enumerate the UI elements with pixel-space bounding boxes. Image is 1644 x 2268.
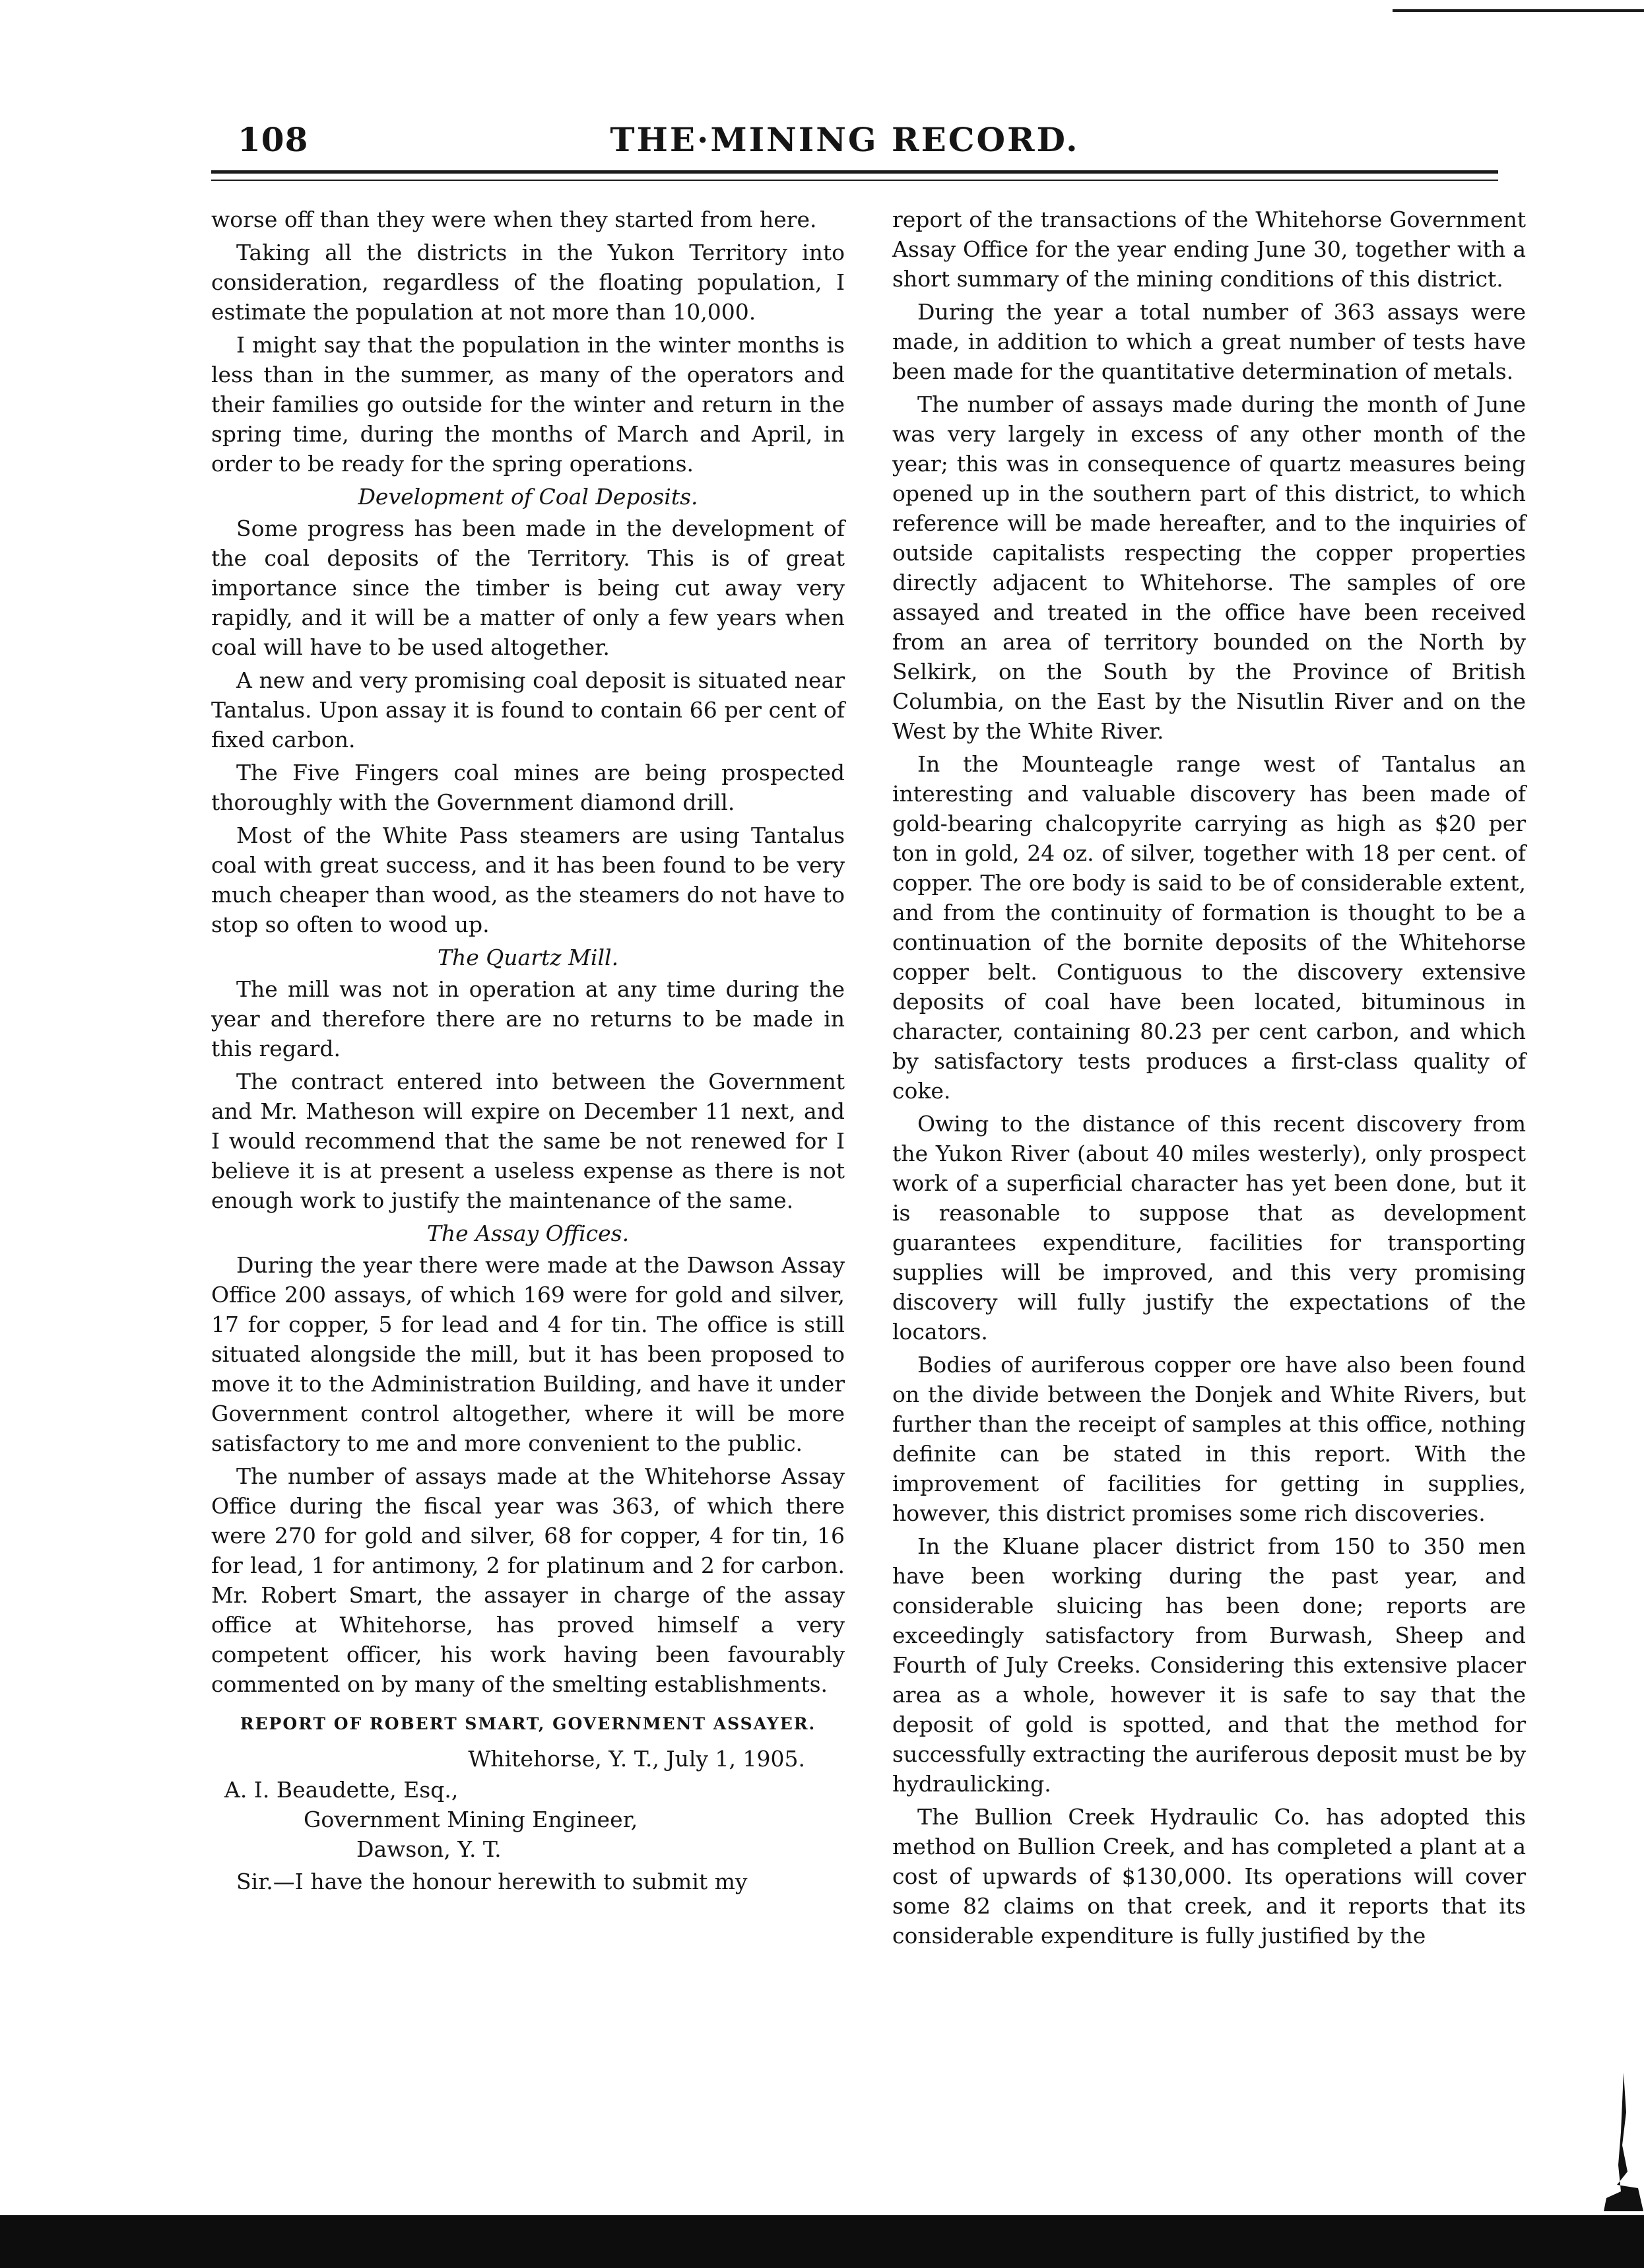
right-column bbox=[892, 205, 1526, 1954]
section-heading-coal: Development of Coal Deposits. bbox=[358, 484, 698, 510]
paragraph: worse off than they were when they started from here. bbox=[211, 207, 817, 232]
paragraph: During the year a total number of 363 assays were made, in addition to which a great number of tests have been made for the quantitative determination of metals. bbox=[892, 299, 1526, 384]
paragraph: The number of assays made during the month of June was very largely in excess of any other month of the year; this was in consequence of quartz measures being opened up in the southern part of this district, to which reference will be made hereafter, and to the inquiries of outside capitalists respecting the copper properties directly adjacent to Whitehorse. The samples of ore assayed and treated in the office have been received from an area of territory bounded on the North by Selkirk, on the South by the Province of British Columbia, on the East by the Nisutlin River and on the West by the White River. bbox=[892, 391, 1526, 744]
page-header bbox=[198, 112, 1492, 165]
header-rule-thin bbox=[211, 180, 1498, 181]
scan-bottom-border bbox=[0, 2215, 1644, 2268]
section-heading-quartz-mill: The Quartz Mill. bbox=[437, 945, 619, 970]
addressee-title: Government Mining Engineer, bbox=[304, 1807, 638, 1832]
paragraph: During the year there were made at the Dawson Assay Office 200 assays, of which 169 were for gold and silver, 17 for copper, 5 for lead and 4 for tin. The office is still situated alongside the mill, but it has been proposed to move it to the Administration Building, and have it under Government control altogether, where it will be more satisfactory to me and more convenient to the public. bbox=[211, 1252, 845, 1456]
page-edge-scan-artifact bbox=[1597, 2073, 1643, 2211]
paragraph: Some progress has been made in the development of the coal deposits of the Territory. This is of great importance since the timber is being cut away very rapidly, and it will be a matter of only a few years when coal will have to be used altogether. bbox=[211, 516, 845, 660]
paragraph: The contract entered into between the Government and Mr. Matheson will expire on December 11 next, and I would recommend that the same be not renewed for I believe it is at present a useless expense as there is not enough work to justify the maintenance of the same. bbox=[211, 1069, 845, 1213]
top-edge-rule bbox=[1393, 9, 1644, 12]
header-rule-thick bbox=[211, 170, 1498, 174]
addressee-location: Dawson, Y. T. bbox=[356, 1836, 502, 1862]
paragraph: The number of assays made at the Whitehorse Assay Office during the fiscal year was 363, of which there were 270 for gold and silver, 68 for copper, 4 for tin, 16 for lead, 1 for antimony, 2 for platinum and 2 for carbon. Mr. Robert Smart, the assayer in charge of the assay office at Whitehorse, has proved himself a very competent officer, his work having been favourably commented on by many of the smelting establishments. bbox=[211, 1463, 845, 1697]
paragraph: Taking all the districts in the Yukon Territory into consideration, regardless of the floating population, I estimate the population at not more than 10,000. bbox=[211, 240, 845, 325]
left-column bbox=[211, 205, 845, 1896]
paragraph: The mill was not in operation at any time during the year and therefore there are no returns to be made in this regard. bbox=[211, 976, 845, 1061]
paragraph: The Five Fingers coal mines are being prospected thoroughly with the Government diamond drill. bbox=[211, 760, 845, 815]
paragraph: A new and very promising coal deposit is situated near Tantalus. Upon assay it is found to contain 66 per cent of fixed carbon. bbox=[211, 667, 845, 752]
masthead-title: THE·MINING RECORD. bbox=[610, 120, 1080, 159]
salutation: Sir.—I have the honour herewith to submit my bbox=[236, 1869, 748, 1894]
report-title: REPORT OF ROBERT SMART, GOVERNMENT ASSAYER. bbox=[240, 1714, 816, 1733]
section-heading-assay-offices: The Assay Offices. bbox=[426, 1220, 630, 1246]
paragraph: Owing to the distance of this recent discovery from the Yukon River (about 40 miles westerly), only prospect work of a superficial character has yet been done, but it is reasonable to suppose that as development guarantees expenditure, facilities for transporting supplies will be improved, and this very promising discovery will fully justify the expectations of the locators. bbox=[892, 1111, 1526, 1345]
paragraph: In the Mounteagle range west of Tantalus an interesting and valuable discovery has been made of gold-bearing chalcopyrite carrying as high as $20 per ton in gold, 24 oz. of silver, together with 18 per cent. of copper. The ore body is said to be of considerable extent, and from the continuity of formation is thought to be a continuation of the bornite deposits of the Whitehorse copper belt. Contiguous to the discovery extensive deposits of coal have been located, bituminous in character, containing 80.23 per cent carbon, and which by satisfactory tests produces a first-class quality of coke. bbox=[892, 751, 1526, 1104]
paragraph: Most of the White Pass steamers are using Tantalus coal with great success, and it has been found to be very much cheaper than wood, as the steamers do not have to stop so often to wood up. bbox=[211, 822, 845, 937]
addressee-name: A. I. Beaudette, Esq., bbox=[224, 1777, 459, 1803]
paragraph: Bodies of auriferous copper ore have also been found on the divide between the Donjek and White Rivers, but further than the receipt of samples at this office, nothing definite can be stated in this report. With the improvement of facilities for getting in supplies, however, this district promises some rich discoveries. bbox=[892, 1352, 1526, 1526]
paragraph: I might say that the population in the winter months is less than in the summer, as many of the operators and their families go outside for the winter and return in the spring time, during the months of March and April, in order to be ready for the spring operations. bbox=[211, 332, 845, 477]
paragraph: The Bullion Creek Hydraulic Co. has adopted this method on Bullion Creek, and has completed a plant at a cost of upwards of $130,000. Its operations will cover some 82 claims on that creek, and it reports that its considerable expenditure is fully justified by the bbox=[892, 1804, 1526, 1949]
paragraph: In the Kluane placer district from 150 to 350 men have been working during the past year, and considerable sluicing has been done; reports are exceedingly satisfactory from Burwash, Sheep and Fourth of July Creeks. Considering this extensive placer area as a whole, however it is safe to say that the deposit of gold is spotted, and that the method for successfully extracting the auriferous deposit must be by hydraulicking. bbox=[892, 1533, 1526, 1797]
paragraph: report of the transactions of the Whitehorse Government Assay Office for the year ending June 30, together with a short summary of the mining conditions of this district. bbox=[892, 207, 1526, 292]
dateline: Whitehorse, Y. T., July 1, 1905. bbox=[468, 1746, 805, 1772]
page-number: 108 bbox=[238, 120, 309, 159]
